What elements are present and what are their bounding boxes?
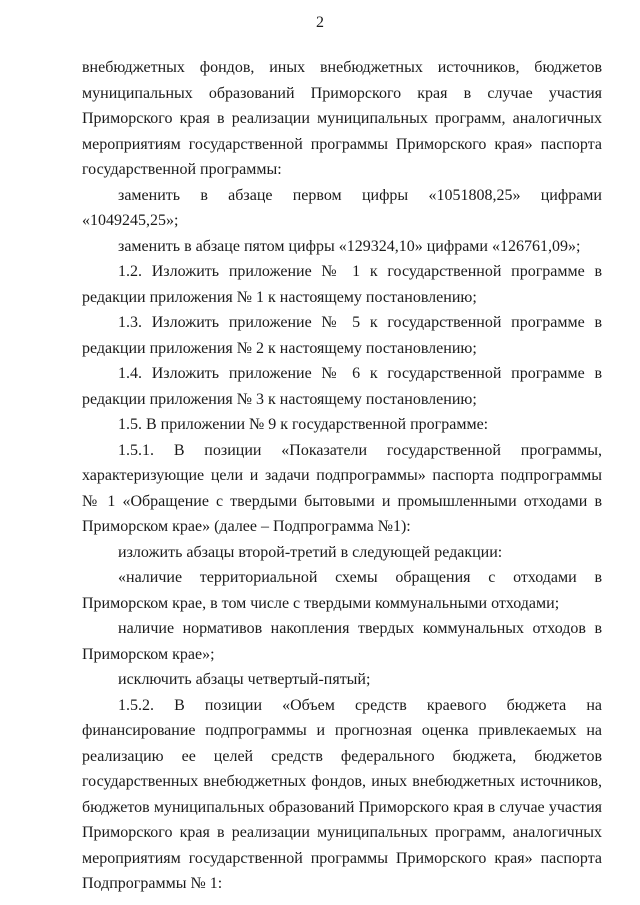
paragraph: внебюджетных фондов, иных внебюджетных источников, бюджетов муниципальных образований Приморского края в случае участия Приморского края в реализации муниципальных программ, аналогичных мероприятиям государственной программы Приморского края» паспорта государственной программы:	[82, 59, 602, 178]
paragraph: 1.5. В приложении № 9 к государственной программе:	[118, 416, 489, 433]
paragraph: изложить абзацы второй-третий в следующей редакции:	[118, 543, 503, 561]
paragraph: заменить в абзаце первом цифры «1051808,25» цифрами «1049245,25»;	[82, 186, 602, 229]
paragraph: 1.5.1. В позиции «Показатели государственной программы, характеризующие цели и задачи подпрограммы» паспорта подпрограммы № 1 «Обращение с твердыми бытовыми и промышленными отходами в Приморском крае» (далее – Подпрограмма №1):	[82, 441, 602, 535]
page-number: 2	[316, 14, 324, 31]
paragraph: заменить в абзаце пятом цифры «129324,10» цифрами «126761,09»;	[118, 237, 581, 255]
paragraph: наличие нормативов накопления твердых коммунальных отходов в Приморском крае»;	[82, 620, 602, 663]
paragraph: исключить абзацы четвертый-пятый;	[118, 671, 371, 688]
paragraph: «наличие территориальной схемы обращения с отходами в Приморском крае, в том числе с твердыми коммунальными отходами;	[82, 569, 602, 612]
paragraph: 1.5.2. В позиции «Объем средств краевого бюджета на финансирование подпрограммы и прогнозная оценка привлекаемых на реализацию ее целей средств федерального бюджета, бюджетов государственных внебюджетных фондов, иных внебюджетных источников, бюджетов муниципальных образований Приморского края в случае участия Приморского края в реализации муниципальных программ, аналогичных мероприятиям государственной программы Приморского края» паспорта Подпрограммы № 1:	[82, 696, 602, 892]
paragraph: 1.4. Изложить приложение № 6 к государственной программе в редакции приложения № 3 к настоящему постановлению;	[82, 365, 602, 408]
paragraph: 1.3. Изложить приложение № 5 к государственной программе в редакции приложения № 2 к настоящему постановлению;	[82, 314, 602, 357]
paragraph: 1.2. Изложить приложение № 1 к государственной программе в редакции приложения № 1 к настоящему постановлению;	[82, 263, 602, 306]
document-body	[82, 55, 602, 897]
